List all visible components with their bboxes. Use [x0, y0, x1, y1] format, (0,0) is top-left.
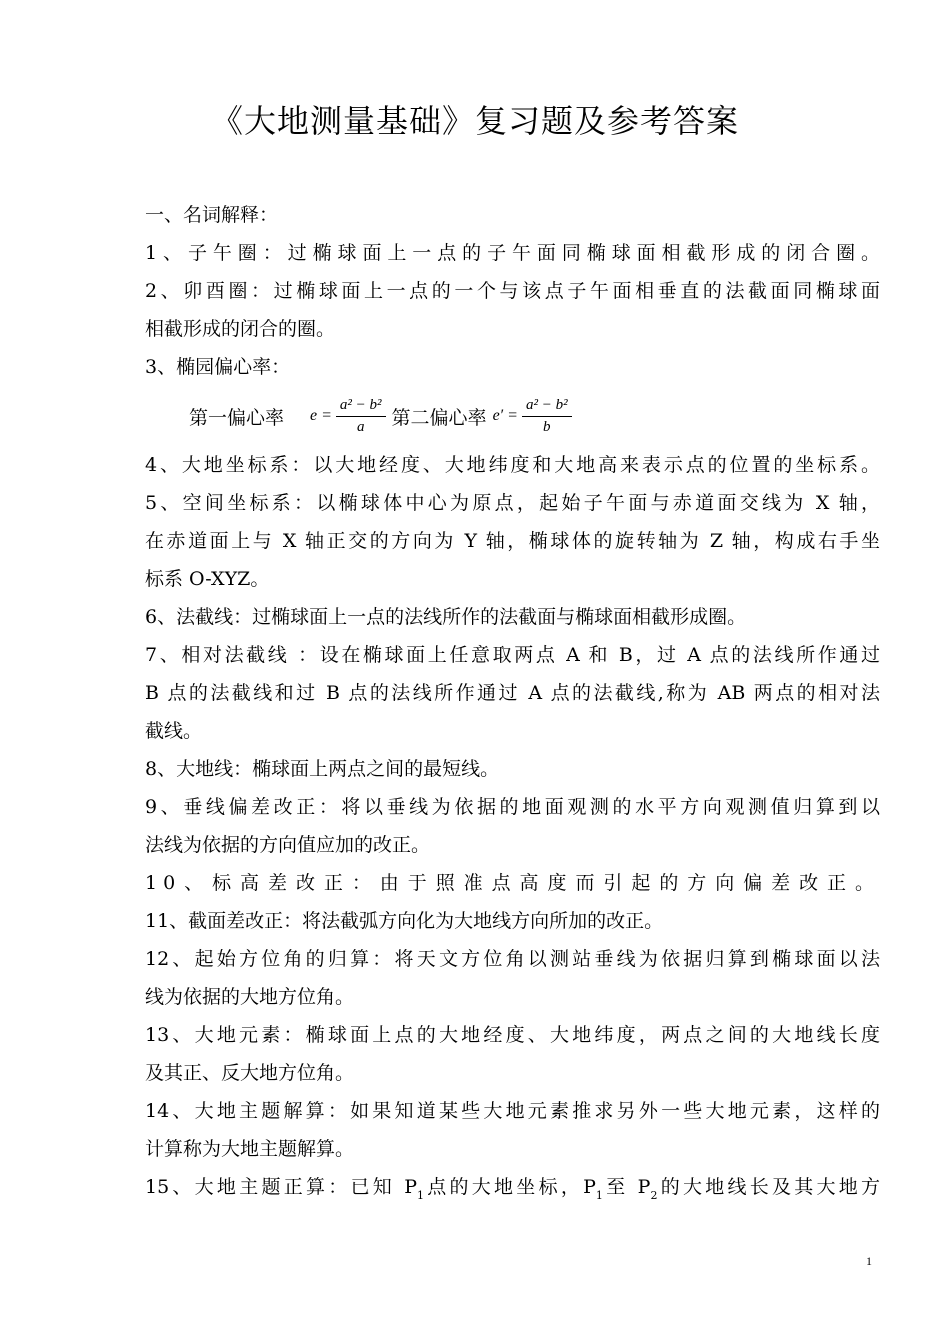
paragraph-line: 6、法截线：过椭球面上一点的法线所作的法截面与椭球面相截形成圈。: [145, 606, 747, 628]
paragraph-line: 13、大地元素：椭球面上点的大地经度、大地纬度，两点之间的大地线长度: [145, 1024, 880, 1046]
subscript: 1: [417, 1189, 425, 1202]
first-eccentricity-equation: [310, 397, 392, 436]
paragraph-line: 相截形成的闭合的圈。: [145, 318, 336, 340]
paragraph-line: 10、标高差改正：由于照准点高度而引起的方向偏差改正。: [145, 872, 880, 894]
paragraph-line: 及其正、反大地方位角。: [145, 1062, 355, 1084]
fraction-numerator: a² − b²: [336, 397, 386, 417]
paragraph-line: 9、垂线偏差改正：将以垂线为依据的地面观测的水平方向观测值归算到以: [145, 796, 880, 818]
second-eccentricity-equation: [493, 397, 578, 436]
text-segment: 点的大地坐标，P: [424, 1176, 596, 1198]
paragraph-line: 截线。: [145, 720, 203, 742]
fraction-denominator: a: [356, 418, 365, 435]
fraction-denominator: b: [543, 418, 551, 435]
text-segment: 至 P: [602, 1176, 651, 1198]
text-segment: 的大地线长及其大地方: [657, 1176, 880, 1198]
first-eccentricity-label: 第一偏心率: [189, 406, 285, 429]
paragraph-line: 11、截面差改正：将法截弧方向化为大地线方向所加的改正。: [145, 910, 664, 932]
paragraph-line: 4、大地坐标系：以大地经度、大地纬度和大地高来表示点的位置的坐标系。: [145, 454, 880, 476]
first-eccentricity-lhs: e =: [310, 407, 332, 424]
paragraph-line: 14、大地主题解算：如果知道某些大地元素推求另外一些大地元素，这样的: [145, 1100, 880, 1122]
paragraph-line: 法线为依据的方向值应加的改正。: [145, 834, 431, 856]
paragraph-line: 线为依据的大地方位角。: [145, 986, 355, 1008]
fraction-numerator: a² − b²: [522, 397, 572, 417]
paragraph-line: 在赤道面上与 X 轴正交的方向为 Y 轴，椭球体的旋转轴为 Z 轴，构成右手坐: [145, 530, 880, 552]
paragraph-line: 2、卯酉圈：过椭球面上一点的一个与该点子午面相垂直的法截面同椭球面: [145, 280, 880, 302]
page-number: 1: [866, 1254, 872, 1268]
eccentricity-formula: [145, 386, 880, 446]
section-heading: 一、名词解释：: [145, 204, 279, 226]
document-title: 《大地测量基础》复习题及参考答案: [210, 102, 739, 140]
paragraph-line-last: [145, 1168, 880, 1206]
subscript: 2: [650, 1189, 658, 1202]
subscript: 1: [595, 1189, 603, 1202]
paragraph-line: 8、大地线：椭球面上两点之间的最短线。: [145, 758, 500, 780]
second-eccentricity-fraction: [522, 397, 572, 436]
text-segment: 15、大地主题正算：已知 P: [145, 1176, 418, 1198]
first-eccentricity-fraction: [336, 397, 386, 436]
paragraph-line: 12、起始方位角的归算：将天文方位角以测站垂线为依据归算到椭球面以法: [145, 948, 880, 970]
paragraph-line: 标系 O-XYZ。: [145, 568, 270, 590]
paragraph-line: 5、空间坐标系：以椭球体中心为原点，起始子午面与赤道面交线为 X 轴，: [145, 492, 880, 514]
paragraph-line: 1、子午圈：过椭球面上一点的子午面同椭球面相截形成的闭合圈。: [145, 242, 880, 264]
paragraph-line: 3、椭园偏心率：: [145, 356, 291, 378]
paragraph-line: 计算称为大地主题解算。: [145, 1138, 355, 1160]
second-eccentricity-label: 第二偏心率: [391, 406, 487, 429]
second-eccentricity-lhs: e′ =: [492, 407, 518, 424]
paragraph-line: 7、相对法截线 ：设在椭球面上任意取两点 A 和 B，过 A 点的法线所作通过: [145, 644, 880, 666]
paragraph-line: B 点的法截线和过 B 点的法线所作通过 A 点的法截线,称为 AB 两点的相对法: [145, 682, 880, 704]
document-body: [145, 196, 880, 1206]
